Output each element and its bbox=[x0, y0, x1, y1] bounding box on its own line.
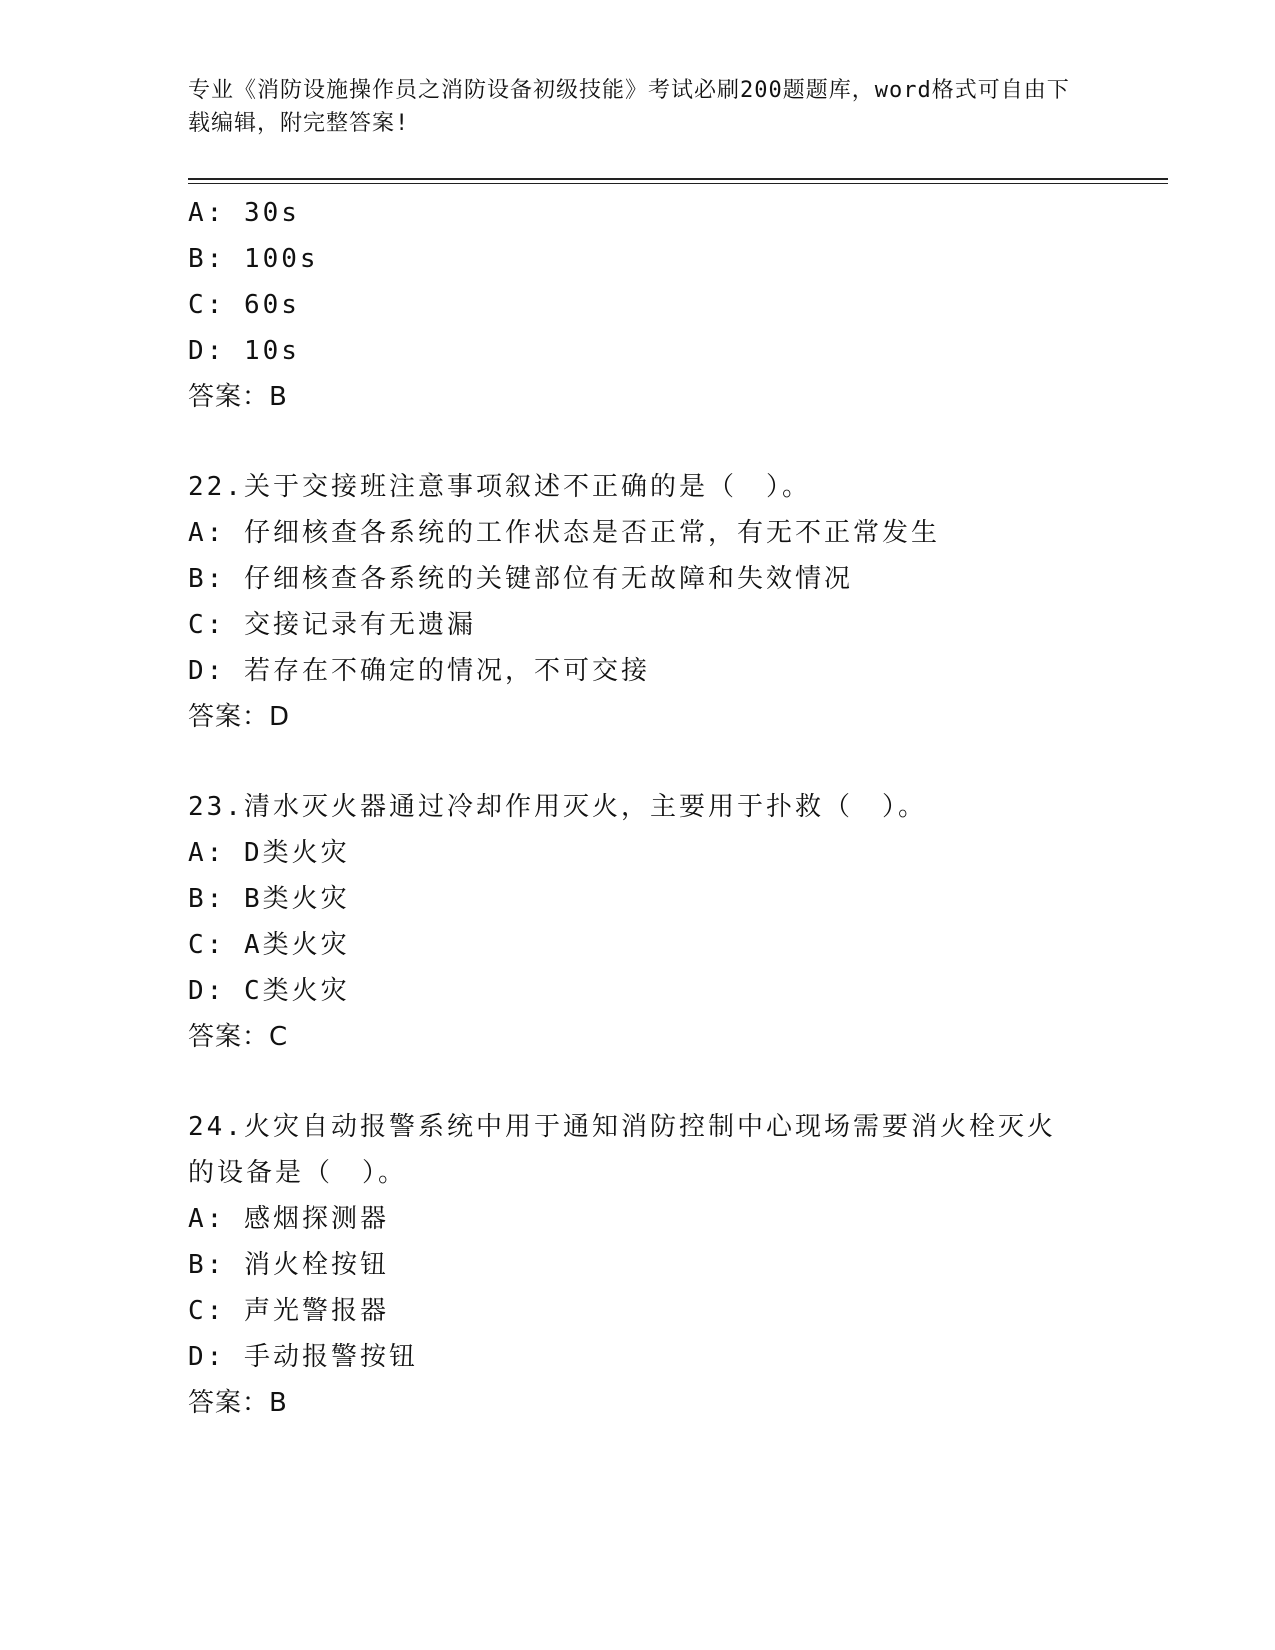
answer-line: 答案：B bbox=[188, 382, 288, 412]
header-rule-thin bbox=[188, 183, 1168, 184]
option-a: A: 仔细核查各系统的工作状态是否正常，有无不正常发生 bbox=[188, 518, 940, 548]
document-page bbox=[188, 0, 1168, 1426]
option-a: A: 感烟探测器 bbox=[188, 1204, 389, 1234]
option-c: C: A类火灾 bbox=[188, 930, 350, 960]
question-text: 23.清水灭火器通过冷却作用灭火，主要用于扑救（ ）。 bbox=[188, 792, 927, 822]
option-a: A: 30s bbox=[188, 198, 300, 228]
question-text: 22.关于交接班注意事项叙述不正确的是（ ）。 bbox=[188, 472, 811, 502]
option-b: B: B类火灾 bbox=[188, 884, 350, 914]
question-text: 24.火灾自动报警系统中用于通知消防控制中心现场需要消火栓灭火的设备是（ ）。 bbox=[188, 1112, 1056, 1188]
answer-line: 答案：B bbox=[188, 1388, 288, 1418]
option-c: C: 60s bbox=[188, 290, 300, 320]
option-c: C: 声光警报器 bbox=[188, 1296, 389, 1326]
intro-block bbox=[188, 190, 1168, 420]
option-b: B: 100s bbox=[188, 244, 319, 274]
option-d: D: 若存在不确定的情况，不可交接 bbox=[188, 656, 650, 686]
answer-line: 答案：C bbox=[188, 1022, 289, 1052]
question-22 bbox=[188, 464, 1168, 740]
option-a: A: D类火灾 bbox=[188, 838, 350, 868]
option-d: D: C类火灾 bbox=[188, 976, 350, 1006]
answer-line: 答案：D bbox=[188, 702, 291, 732]
option-c: C: 交接记录有无遗漏 bbox=[188, 610, 476, 640]
question-23 bbox=[188, 784, 1168, 1060]
page-header: 专业《消防设施操作员之消防设备初级技能》考试必刷200题题库，word格式可自由下载编辑，附完整答案! bbox=[188, 78, 1070, 136]
option-b: B: 仔细核查各系统的关键部位有无故障和失效情况 bbox=[188, 564, 853, 594]
question-24 bbox=[188, 1104, 1168, 1426]
option-d: D: 手动报警按钮 bbox=[188, 1342, 418, 1372]
header-rule bbox=[188, 178, 1168, 180]
option-d: D: 10s bbox=[188, 336, 300, 366]
option-b: B: 消火栓按钮 bbox=[188, 1250, 389, 1280]
